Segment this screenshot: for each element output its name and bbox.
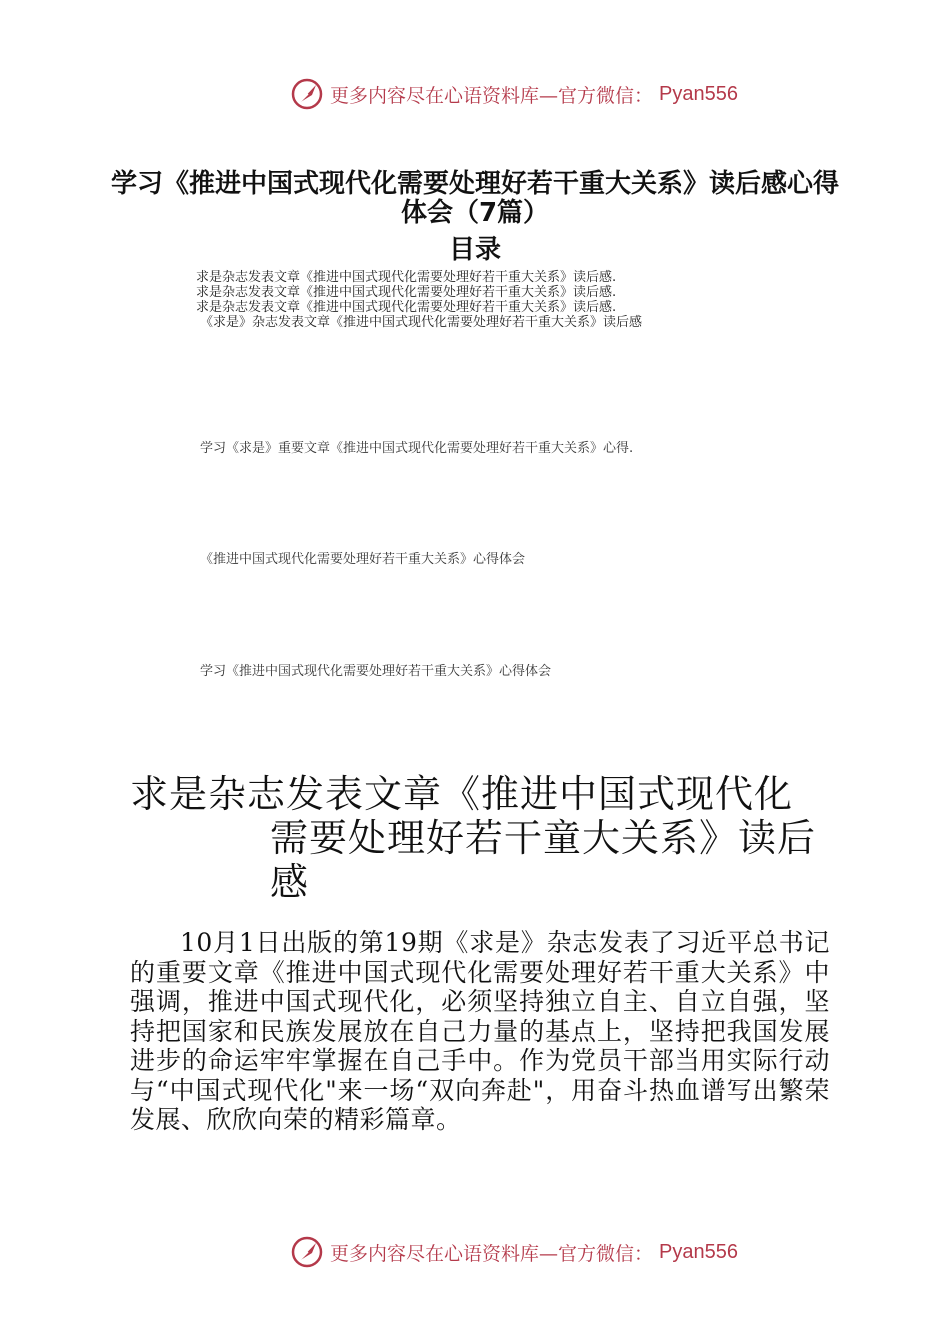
toc-item[interactable]: 《推进中国式现代化需要处理好若干重大关系》心得体会 [200,552,526,567]
watermark-footer [290,1234,738,1270]
toc-item[interactable]: 求是杂志发表文章《推进中国式现代化需要处理好若干重大关系》读后感. [196,285,617,300]
toc-item[interactable]: 学习《推进中国式现代化需要处理好若干重大关系》心得体会 [200,664,552,679]
article-paragraph: 10月1日出版的第19期《求是》杂志发表了习近平总书记的重要文章《推进中国式现代化需要处理好若干重大关系》中强调，推进中国式现代化，必须坚持独立自主、自立自强，坚持把国家和民族发展放在自己力量的基点上，坚持把我国发展进步的命运牢牢掌握在自己手中。作为党员干部当用实际行动与“中国式现代化"来一场“双向奔赴"，用奋斗热血谱写出繁荣发展、欣欣向荣的精彩篇章。 [130,928,830,1134]
document-title: 学习《推进中国式现代化需要处理好若干重大关系》读后感心得体会（7篇） [110,169,839,228]
watermark-text: 更多内容尽在心语资料库—官方微信： [330,84,654,107]
toc-item[interactable]: 《求是》杂志发表文章《推进中国式现代化需要处理好若干重大关系》读后感 [200,315,643,330]
article-title [130,772,850,904]
toc-item[interactable]: 求是杂志发表文章《推进中国式现代化需要处理好若干重大关系》读后感. [196,300,617,315]
toc-list [196,270,642,330]
watermark-wechat-id: Pyan556 [659,82,738,105]
watermark-wechat-id: Pyan556 [659,1240,738,1263]
toc-item[interactable]: 求是杂志发表文章《推进中国式现代化需要处理好若干重大关系》读后感. [196,270,617,285]
toc-item[interactable]: 学习《求是》重要文章《推进中国式现代化需要处理好若干重大关系》心得. [200,441,634,456]
article-title-line: 需要处理好若干童大关系》读后感 [270,816,817,904]
quill-logo-icon [290,1235,324,1269]
watermark-text: 更多内容尽在心语资料库—官方微信： [330,1242,654,1265]
article-title-line: 求是杂志发表文章《推进中国式现代化 [130,772,794,816]
toc-heading: 目录 [448,235,501,265]
watermark-header [290,76,738,112]
quill-logo-icon [290,77,324,111]
